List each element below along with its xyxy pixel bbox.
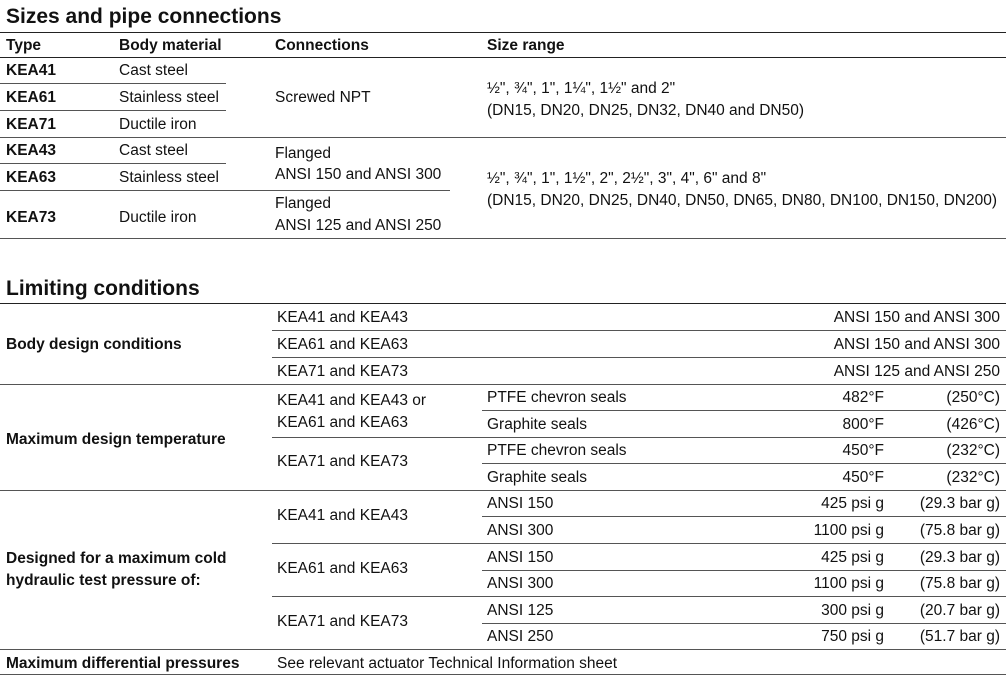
body-cell: Cast steel bbox=[119, 62, 188, 79]
header-size-range: Size range bbox=[487, 37, 565, 54]
test-pressure-label-line2: hydraulic test pressure of: bbox=[6, 572, 201, 589]
connection-screwed: Screwed NPT bbox=[275, 89, 371, 106]
type-cell: KEA61 bbox=[6, 89, 56, 106]
connection-flanged-2-line2: ANSI 125 and ANSI 250 bbox=[275, 217, 442, 234]
pressure-psi: 1100 psi g bbox=[813, 522, 884, 539]
type-cell: KEA63 bbox=[6, 169, 56, 186]
pressure-psi: 1100 psi g bbox=[813, 575, 884, 592]
section-rule bbox=[0, 490, 1006, 491]
connection-flanged-2-line1: Flanged bbox=[275, 195, 332, 212]
body-design-value: ANSI 150 and ANSI 300 bbox=[833, 309, 1000, 326]
test-pressure-group: KEA41 and KEA43 bbox=[277, 507, 408, 524]
rating: ANSI 150 bbox=[487, 549, 554, 566]
type-cell: KEA73 bbox=[6, 209, 56, 226]
pressure-psi: 425 psi g bbox=[821, 549, 884, 566]
row-rule bbox=[272, 543, 1006, 544]
header-type: Type bbox=[6, 37, 42, 54]
section-rule bbox=[0, 384, 1006, 385]
rating: ANSI 125 bbox=[487, 602, 554, 619]
body-design-models: KEA61 and KEA63 bbox=[277, 336, 408, 353]
pressure-psi: 300 psi g bbox=[821, 602, 884, 619]
row-rule bbox=[0, 110, 226, 111]
body-design-models: KEA71 and KEA73 bbox=[277, 363, 408, 380]
body-design-label: Body design conditions bbox=[6, 336, 182, 353]
diff-pressure-value: See relevant actuator Technical Information sheet bbox=[277, 655, 618, 672]
body-design-models: KEA41 and KEA43 bbox=[277, 309, 408, 326]
temp-f: 482°F bbox=[842, 389, 884, 406]
body-cell: Stainless steel bbox=[119, 89, 219, 106]
temp-c: (250°C) bbox=[946, 389, 1000, 406]
body-cell: Ductile iron bbox=[119, 116, 197, 133]
temp-c: (232°C) bbox=[946, 469, 1000, 486]
row-rule bbox=[482, 570, 1006, 571]
sizes-section-title: Sizes and pipe connections bbox=[6, 5, 282, 28]
max-temp-label: Maximum design temperature bbox=[6, 431, 226, 448]
temp-f: 800°F bbox=[842, 416, 884, 433]
header-connections: Connections bbox=[275, 37, 369, 54]
row-rule bbox=[272, 330, 1006, 331]
type-cell: KEA43 bbox=[6, 142, 56, 159]
sizes-bottom-rule bbox=[0, 238, 1006, 239]
connection-flanged-1-line1: Flanged bbox=[275, 145, 332, 162]
section-rule bbox=[0, 649, 1006, 650]
row-rule bbox=[272, 596, 1006, 597]
pressure-bar: (29.3 bar g) bbox=[919, 495, 1000, 512]
header-body-material: Body material bbox=[119, 37, 222, 54]
type-cell: KEA41 bbox=[6, 62, 56, 79]
temp-f: 450°F bbox=[842, 442, 884, 459]
temp-c: (232°C) bbox=[946, 442, 1000, 459]
pressure-bar: (75.8 bar g) bbox=[919, 575, 1000, 592]
group-rule bbox=[0, 137, 1006, 138]
seal-type: PTFE chevron seals bbox=[487, 442, 627, 459]
test-pressure-group: KEA71 and KEA73 bbox=[277, 613, 408, 630]
rating: ANSI 150 bbox=[487, 495, 554, 512]
pressure-bar: (75.8 bar g) bbox=[919, 522, 1000, 539]
row-rule bbox=[0, 163, 226, 164]
seal-type: Graphite seals bbox=[487, 416, 587, 433]
body-cell: Cast steel bbox=[119, 142, 188, 159]
max-temp-group2: KEA71 and KEA73 bbox=[277, 453, 408, 470]
max-temp-group1-line2: KEA61 and KEA63 bbox=[277, 414, 408, 431]
row-rule bbox=[272, 437, 1006, 438]
body-design-value: ANSI 125 and ANSI 250 bbox=[833, 363, 1000, 380]
rating: ANSI 250 bbox=[487, 628, 554, 645]
limits-section-title: Limiting conditions bbox=[6, 277, 200, 300]
table-bottom-rule bbox=[0, 674, 1006, 675]
row-rule bbox=[272, 357, 1006, 358]
rating: ANSI 300 bbox=[487, 575, 554, 592]
connection-flanged-1-line2: ANSI 150 and ANSI 300 bbox=[275, 166, 442, 183]
max-temp-group1-line1: KEA41 and KEA43 or bbox=[277, 392, 427, 409]
size-range-1-line2: (DN15, DN20, DN25, DN32, DN40 and DN50) bbox=[487, 102, 805, 119]
body-cell: Stainless steel bbox=[119, 169, 219, 186]
sizes-top-rule bbox=[0, 32, 1006, 33]
row-rule bbox=[0, 83, 226, 84]
body-design-value: ANSI 150 and ANSI 300 bbox=[833, 336, 1000, 353]
temp-f: 450°F bbox=[842, 469, 884, 486]
test-pressure-label-line1: Designed for a maximum cold bbox=[6, 550, 227, 567]
size-range-1-line1: ½", ¾", 1", 1¼", 1½" and 2" bbox=[487, 80, 676, 97]
header-rule bbox=[0, 57, 1006, 58]
pressure-bar: (20.7 bar g) bbox=[919, 602, 1000, 619]
seal-type: PTFE chevron seals bbox=[487, 389, 627, 406]
pressure-bar: (29.3 bar g) bbox=[919, 549, 1000, 566]
pressure-bar: (51.7 bar g) bbox=[919, 628, 1000, 645]
seal-type: Graphite seals bbox=[487, 469, 587, 486]
row-rule bbox=[482, 623, 1006, 624]
body-cell: Ductile iron bbox=[119, 209, 197, 226]
pressure-psi: 750 psi g bbox=[821, 628, 884, 645]
test-pressure-group: KEA61 and KEA63 bbox=[277, 560, 408, 577]
diff-pressure-label: Maximum differential pressures bbox=[6, 655, 240, 672]
temp-c: (426°C) bbox=[946, 416, 1000, 433]
pressure-psi: 425 psi g bbox=[821, 495, 884, 512]
row-rule bbox=[482, 410, 1006, 411]
limits-top-rule bbox=[0, 303, 1006, 304]
row-rule bbox=[482, 516, 1006, 517]
row-rule bbox=[482, 463, 1006, 464]
row-rule bbox=[0, 190, 450, 191]
type-cell: KEA71 bbox=[6, 116, 56, 133]
rating: ANSI 300 bbox=[487, 522, 554, 539]
size-range-2-line1: ½", ¾", 1", 1½", 2", 2½", 3", 4", 6" and 8" bbox=[487, 170, 767, 187]
size-range-2-line2: (DN15, DN20, DN25, DN40, DN50, DN65, DN80, DN100, DN150, DN200) bbox=[487, 192, 997, 209]
